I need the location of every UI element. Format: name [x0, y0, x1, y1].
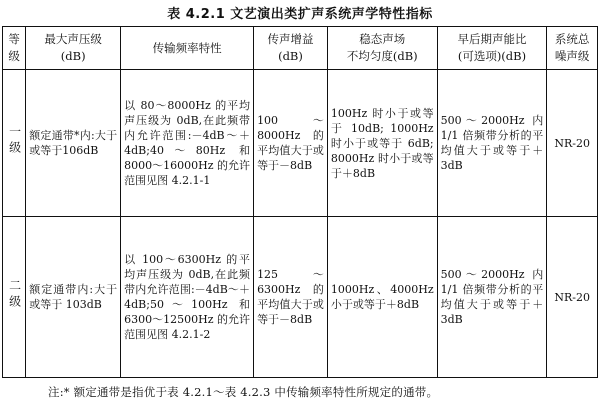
cell-freq-response: 以 80～8000Hz 的平均声压级为 0dB,在此频带内允许范围:－4dB～＋4dB;40～80Hz 和 8000～16000Hz 的允许范围见图 4.2.1-1 [121, 70, 254, 217]
grade-label: 二级 [7, 279, 22, 312]
table-header-row [3, 27, 598, 70]
header-noise: 系统总 噪声级 [547, 27, 598, 70]
cell-grade [3, 70, 26, 217]
header-steady-field: 稳态声场 不均匀度(dB) [327, 27, 437, 70]
header-early-late: 早后期声能比 (可选项)(dB) [437, 27, 547, 70]
table-footnote: 注:* 额定通带是指优于表 4.2.1～表 4.2.3 中传输频率特性所规定的通带。 [48, 385, 439, 399]
cell-early-late: 500～2000Hz 内 1/1 倍频带分析的平均值大于或等于＋3dB [437, 70, 547, 217]
cell-freq-response: 以 100～6300Hz 的平均声压级为 0dB,在此频带内允许范围:－4dB～＋4dB;50～100Hz 和 6300～12500Hz 的允许范围见图 4.2.1-2 [121, 217, 254, 378]
header-grade: 等 级 [3, 27, 26, 70]
acoustic-spec-table [2, 26, 598, 378]
cell-noise: NR-20 [547, 70, 598, 217]
header-freq-response: 传输频率特性 [121, 27, 254, 70]
table-title: 表 4.2.1 文艺演出类扩声系统声学特性指标 [167, 7, 433, 22]
cell-steady-field: 100Hz 时小于或等于 10dB; 1000Hz 时小于或等于 6dB; 8000Hz 时小于或等于＋8dB [327, 70, 437, 217]
header-gain: 传声增益 (dB) [254, 27, 328, 70]
cell-max-spl: 额定通带内:大于或等于 103dB [26, 217, 121, 378]
table-row [3, 70, 598, 217]
cell-steady-field: 1000Hz、4000Hz 小于或等于＋8dB [327, 217, 437, 378]
cell-max-spl: 额定通带*内:大于或等于106dB [26, 70, 121, 217]
cell-early-late: 500～2000Hz 内 1/1 倍频带分析的平均值大于或等于＋3dB [437, 217, 547, 378]
cell-noise: NR-20 [547, 217, 598, 378]
table-row [3, 217, 598, 378]
cell-grade [3, 217, 26, 378]
grade-label: 一级 [7, 125, 22, 158]
cell-gain: 125～6300Hz 的平均值大于或等于－8dB [254, 217, 328, 378]
header-max-spl: 最大声压级 (dB) [26, 27, 121, 70]
cell-gain: 100～8000Hz 的平均值大于或等于－8dB [254, 70, 328, 217]
